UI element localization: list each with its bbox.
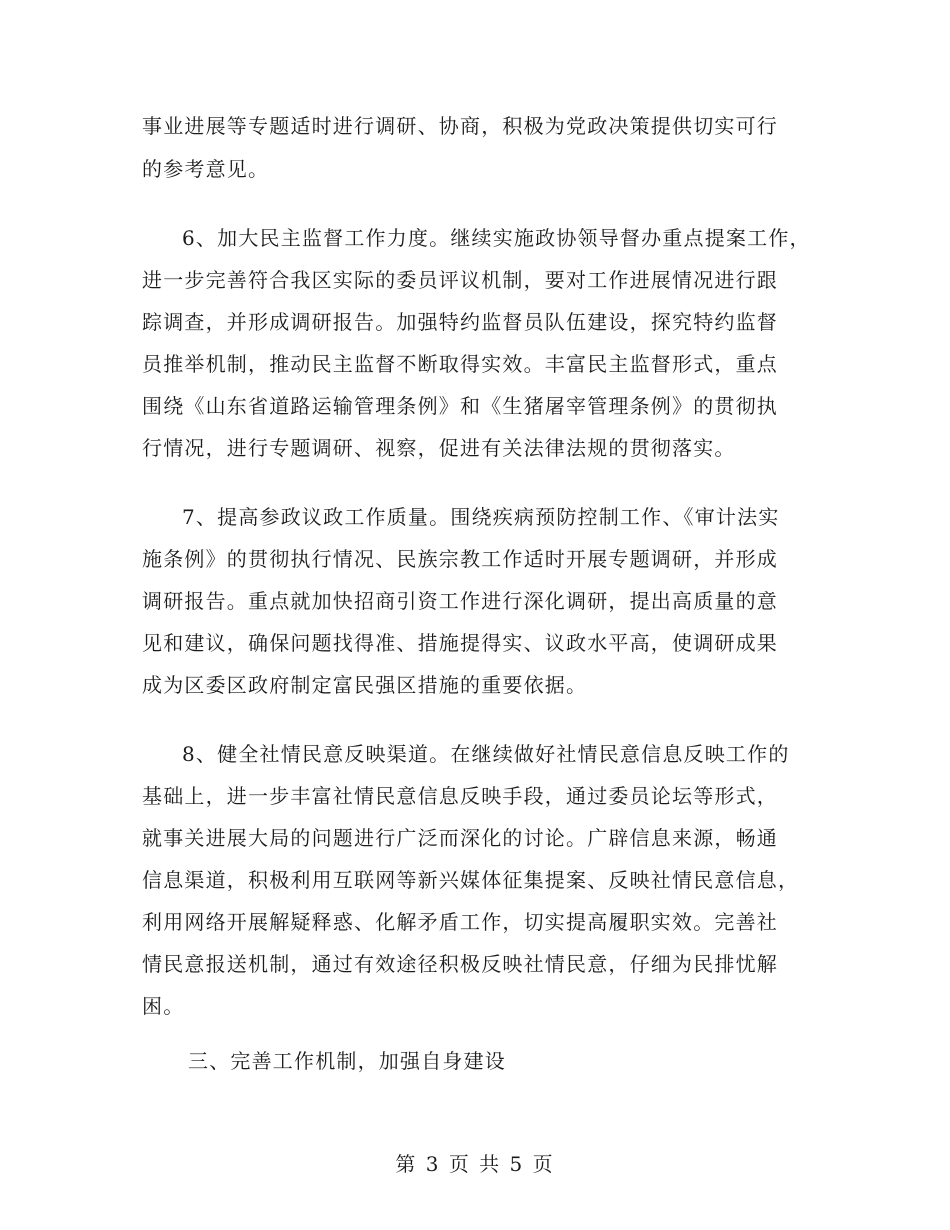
text-line: 踪调查，并形成调研报告。加强特约监督员队伍建设，探究特约监督	[142, 310, 778, 334]
section-heading: 三、完善工作机制，加强自身建设	[188, 1049, 506, 1073]
text-line: 员推举机制，推动民主监督不断取得实效。丰富民主监督形式，重点	[142, 352, 778, 376]
text-line: 施条例》的贯彻执行情况、民族宗教工作适时开展专题调研，并形成	[142, 547, 778, 571]
text-line: 7、提高参政议政工作质量。围绕疾病预防控制工作、《审计法实	[182, 505, 780, 529]
text-line: 就事关进展大局的问题进行广泛而深化的讨论。广辟信息来源，畅通	[142, 826, 778, 850]
text-line: 8、健全社情民意反映渠道。在继续做好社情民意信息反映工作的	[182, 742, 790, 766]
page-number-footer: 第 3 页 共 5 页	[395, 1152, 555, 1176]
text-line: 的参考意见。	[142, 157, 270, 181]
text-line: 行情况，进行专题调研、视察，促进有关法律法规的贯彻落实。	[142, 436, 736, 460]
text-line: 困。	[142, 994, 185, 1018]
text-line: 围绕《山东省道路运输管理条例》和《生猪屠宰管理条例》的贯彻执	[142, 394, 778, 418]
text-line: 见和建议，确保问题找得准、措施提得实、议政水平高，使调研成果	[142, 631, 778, 655]
text-line: 基础上，进一步丰富社情民意信息反映手段，通过委员论坛等形式，	[142, 784, 778, 808]
text-line: 利用网络开展解疑释惑、化解矛盾工作，切实提高履职实效。完善社	[142, 910, 778, 934]
text-line: 信息渠道，积极利用互联网等新兴媒体征集提案、反映社情民意信息，	[142, 868, 800, 892]
text-line: 6、加大民主监督工作力度。继续实施政协领导督办重点提案工作，	[182, 226, 811, 250]
text-line: 进一步完善符合我区实际的委员评议机制，要对工作进展情况进行跟	[142, 268, 778, 292]
text-line: 成为区委区政府制定富民强区措施的重要依据。	[142, 673, 588, 697]
text-line: 情民意报送机制，通过有效途径积极反映社情民意，仔细为民排忧解	[142, 952, 778, 976]
text-line: 调研报告。重点就加快招商引资工作进行深化调研，提出高质量的意	[142, 589, 778, 613]
text-line: 事业进展等专题适时进行调研、协商，积极为党政决策提供切实可行	[142, 114, 778, 138]
